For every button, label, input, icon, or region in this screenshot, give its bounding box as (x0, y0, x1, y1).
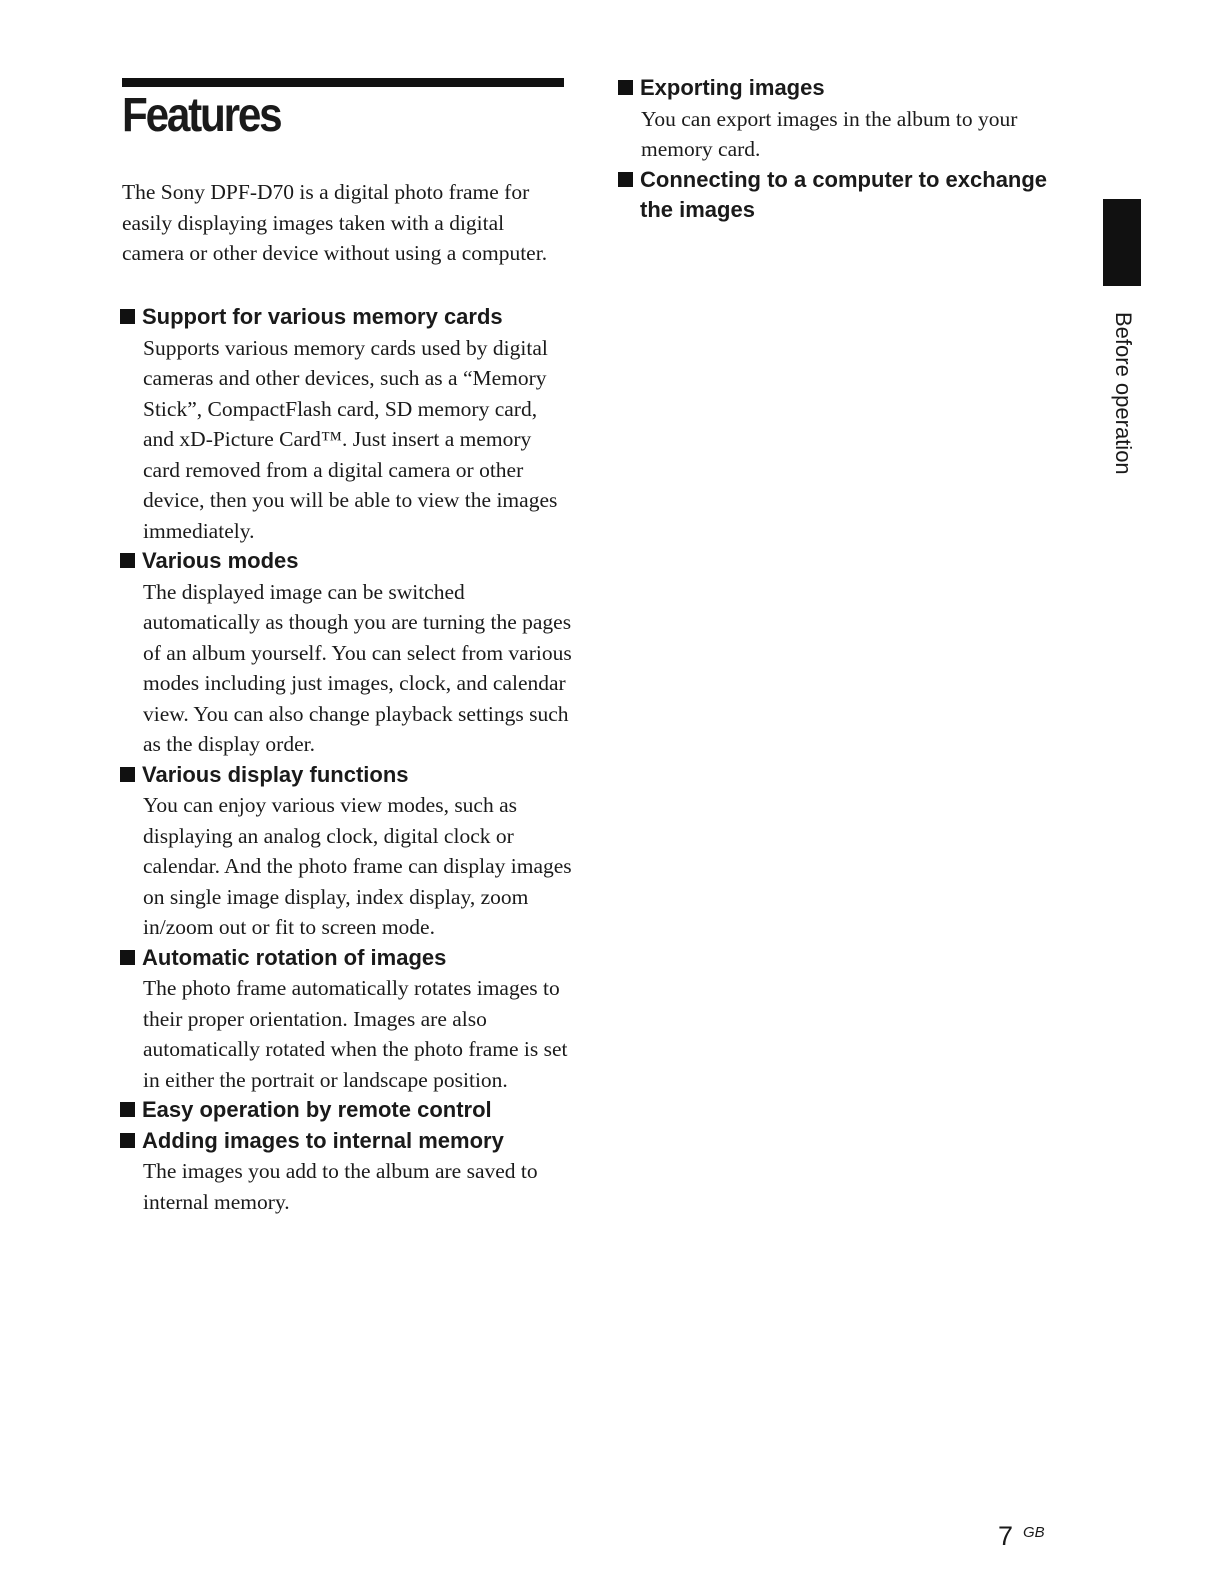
side-tab-marker (1103, 199, 1141, 286)
square-bullet-icon (618, 172, 633, 187)
section-exporting (616, 73, 1066, 165)
left-column (118, 302, 573, 1217)
page-number: 7 (998, 1521, 1014, 1551)
section-internal-memory (118, 1126, 573, 1218)
square-bullet-icon (120, 553, 135, 568)
square-bullet-icon (120, 950, 135, 965)
section-body: You can export images in the album to your memory card. (641, 106, 1018, 161)
right-column (616, 73, 1066, 226)
section-memory-cards (118, 302, 573, 546)
section-heading: Adding images to internal memory (118, 1126, 573, 1157)
section-body: The displayed image can be switched automatically as though you are turning the pages of an album yourself. You can select from various modes including just images, clock, and calendar view. You can also change playback settings such as the display order. (143, 579, 572, 756)
section-heading: Connecting to a computer to exchange the images (616, 165, 1066, 226)
square-bullet-icon (120, 1133, 135, 1148)
page-title: Features (122, 89, 281, 142)
section-auto-rotation (118, 943, 573, 1096)
square-bullet-icon (618, 80, 633, 95)
page-language-code: GB (1023, 1524, 1045, 1541)
square-bullet-icon (120, 1102, 135, 1117)
section-body: The photo frame automatically rotates images to their proper orientation. Images are also automatically rotated when the photo frame is set in either the portrait or landscape position. (143, 976, 568, 1092)
square-bullet-icon (120, 767, 135, 782)
section-body: Supports various memory cards used by digital cameras and other devices, such as a “Memory Stick”, CompactFlash card, SD memory card, and xD-Picture Card™. Just insert a memory card removed from a digital camera or other device, then you will be able to view the images immediately. (143, 335, 558, 543)
section-heading: Various modes (118, 546, 573, 577)
section-heading: Exporting images (616, 73, 1066, 104)
section-heading: Automatic rotation of images (118, 943, 573, 974)
section-computer-connection (616, 165, 1066, 226)
section-body: You can enjoy various view modes, such as displaying an analog clock, digital clock or calendar. And the photo frame can display images on single image display, index display, zoom in/zoom out or fit to screen mode. (143, 793, 572, 939)
section-heading: Easy operation by remote control (118, 1095, 573, 1126)
side-tab-label: Before operation (1111, 312, 1136, 475)
section-remote-control (118, 1095, 573, 1126)
section-body: The images you add to the album are saved to internal memory. (143, 1159, 538, 1214)
section-display-functions (118, 760, 573, 943)
square-bullet-icon (120, 309, 135, 324)
intro-paragraph: The Sony DPF-D70 is a digital photo frame for easily displaying images taken with a digital camera or other device without using a computer. (122, 180, 548, 265)
section-heading: Various display functions (118, 760, 573, 791)
section-various-modes (118, 546, 573, 760)
section-heading: Support for various memory cards (118, 302, 573, 333)
